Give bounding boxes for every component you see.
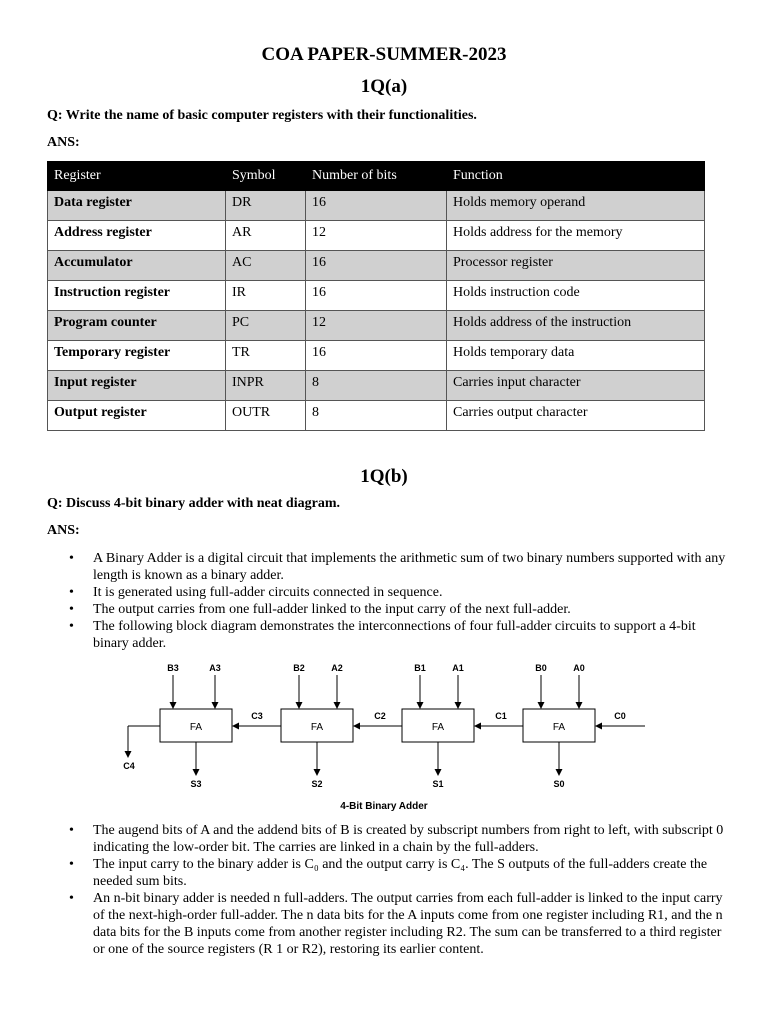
label-a2: A2 bbox=[331, 663, 343, 673]
label-b1: B1 bbox=[414, 663, 426, 673]
input-labels bbox=[167, 663, 585, 673]
label-s0: S0 bbox=[553, 779, 565, 789]
register-name: Input register bbox=[48, 371, 226, 401]
list-item: • The output carries from one full-adder linked to the input carry of the next full-adder. bbox=[93, 601, 727, 618]
register-name: Program counter bbox=[48, 311, 226, 341]
register-name: Accumulator bbox=[48, 251, 226, 281]
table-row bbox=[48, 251, 705, 281]
register-bits: 16 bbox=[306, 191, 447, 221]
register-function: Processor register bbox=[447, 251, 705, 281]
table-row bbox=[48, 371, 705, 401]
carry-out-line bbox=[128, 726, 160, 757]
input-arrows bbox=[173, 675, 579, 708]
label-b3: B3 bbox=[167, 663, 179, 673]
register-bits: 16 bbox=[306, 341, 447, 371]
label-a1: A1 bbox=[452, 663, 464, 673]
full-adder-block-0 bbox=[523, 709, 595, 742]
label-c0: C0 bbox=[614, 711, 626, 721]
label-s1: S1 bbox=[432, 779, 444, 789]
register-symbol: DR bbox=[226, 191, 306, 221]
register-symbol: TR bbox=[226, 341, 306, 371]
table-row bbox=[48, 401, 705, 431]
section-a-ans-label: ANS: bbox=[47, 135, 80, 150]
list-item: • The augend bits of A and the addend bits of B is created by subscript numbers from right to left, with subscript 0 indicating the low-order bit. The carries are linked in a chain by the full-adders. bbox=[93, 822, 727, 856]
table-row bbox=[48, 221, 705, 251]
register-function: Carries output character bbox=[447, 401, 705, 431]
register-name: Address register bbox=[48, 221, 226, 251]
list-item: • An n-bit binary adder is needed n full-adders. The output carries from each full-adder is linked to the input carry of the next-high-order full-adder. The n data bits for the A inputs come from one register including R1, and the n data bits for the B inputs come from another register including R2. The sum can be transferred to a third register or one of the source registers (R 1 or R2), restoring its earlier content. bbox=[93, 890, 727, 958]
register-bits: 8 bbox=[306, 401, 447, 431]
label-a3: A3 bbox=[209, 663, 221, 673]
document-title: COA PAPER-SUMMER-2023 bbox=[261, 44, 507, 65]
section-a-heading: 1Q(a) bbox=[360, 76, 408, 97]
table-row bbox=[48, 311, 705, 341]
fa-label: FA bbox=[431, 722, 445, 733]
list-item: • The input carry to the binary adder is C₀ and the output carry is C₄. The S outputs of the full-adders create the needed sum bits. bbox=[93, 856, 727, 890]
register-function: Holds temporary data bbox=[447, 341, 705, 371]
sum-arrows bbox=[196, 742, 559, 775]
register-bits: 12 bbox=[306, 311, 447, 341]
header-symbol: Symbol bbox=[226, 162, 306, 191]
register-bits: 12 bbox=[306, 221, 447, 251]
register-function: Holds instruction code bbox=[447, 281, 705, 311]
register-name: Instruction register bbox=[48, 281, 226, 311]
section-b-ans-label: ANS: bbox=[47, 523, 80, 538]
register-name: Data register bbox=[48, 191, 226, 221]
sum-labels bbox=[190, 779, 564, 789]
register-symbol: IR bbox=[226, 281, 306, 311]
register-symbol: AC bbox=[226, 251, 306, 281]
fa-label: FA bbox=[189, 722, 203, 733]
header-bits: Number of bits bbox=[306, 162, 447, 191]
label-s3: S3 bbox=[190, 779, 202, 789]
bullet-list-details bbox=[47, 822, 727, 958]
full-adder-block-1 bbox=[402, 709, 474, 742]
label-c4: C4 bbox=[123, 761, 135, 771]
full-adder-block-2 bbox=[281, 709, 353, 742]
register-symbol: PC bbox=[226, 311, 306, 341]
registers-table bbox=[47, 161, 705, 431]
fa-label: FA bbox=[552, 722, 566, 733]
register-function: Holds address of the instruction bbox=[447, 311, 705, 341]
register-symbol: INPR bbox=[226, 371, 306, 401]
list-item: • It is generated using full-adder circuits connected in sequence. bbox=[93, 584, 727, 601]
label-c1: C1 bbox=[495, 711, 507, 721]
label-s2: S2 bbox=[311, 779, 323, 789]
label-b0: B0 bbox=[535, 663, 547, 673]
header-function: Function bbox=[447, 162, 705, 191]
full-adder-block-3 bbox=[160, 709, 232, 742]
table-header-row bbox=[48, 162, 705, 191]
register-function: Holds memory operand bbox=[447, 191, 705, 221]
table-row bbox=[48, 341, 705, 371]
label-a0: A0 bbox=[573, 663, 585, 673]
list-item: • A Binary Adder is a digital circuit that implements the arithmetic sum of two binary numbers supported with any length is known as a binary adder. bbox=[93, 550, 727, 584]
label-b2: B2 bbox=[293, 663, 305, 673]
section-a-question: Q: Write the name of basic computer registers with their functionalities. bbox=[47, 108, 477, 123]
register-name: Temporary register bbox=[48, 341, 226, 371]
register-bits: 16 bbox=[306, 251, 447, 281]
label-c2: C2 bbox=[374, 711, 386, 721]
binary-adder-diagram bbox=[118, 658, 658, 818]
section-b-question: Q: Discuss 4-bit binary adder with neat diagram. bbox=[47, 496, 340, 511]
bullet-list-intro bbox=[47, 550, 727, 652]
register-symbol: AR bbox=[226, 221, 306, 251]
table-row bbox=[48, 191, 705, 221]
register-name: Output register bbox=[48, 401, 226, 431]
fa-label: FA bbox=[310, 722, 324, 733]
list-item: • The following block diagram demonstrates the interconnections of four full-adder circuits to support a 4-bit binary adder. bbox=[93, 618, 727, 652]
table-row bbox=[48, 281, 705, 311]
header-register: Register bbox=[48, 162, 226, 191]
label-c3: C3 bbox=[251, 711, 263, 721]
register-bits: 8 bbox=[306, 371, 447, 401]
register-bits: 16 bbox=[306, 281, 447, 311]
register-symbol: OUTR bbox=[226, 401, 306, 431]
register-function: Carries input character bbox=[447, 371, 705, 401]
diagram-caption: 4-Bit Binary Adder bbox=[340, 801, 428, 812]
register-function: Holds address for the memory bbox=[447, 221, 705, 251]
section-b-heading: 1Q(b) bbox=[360, 466, 408, 487]
